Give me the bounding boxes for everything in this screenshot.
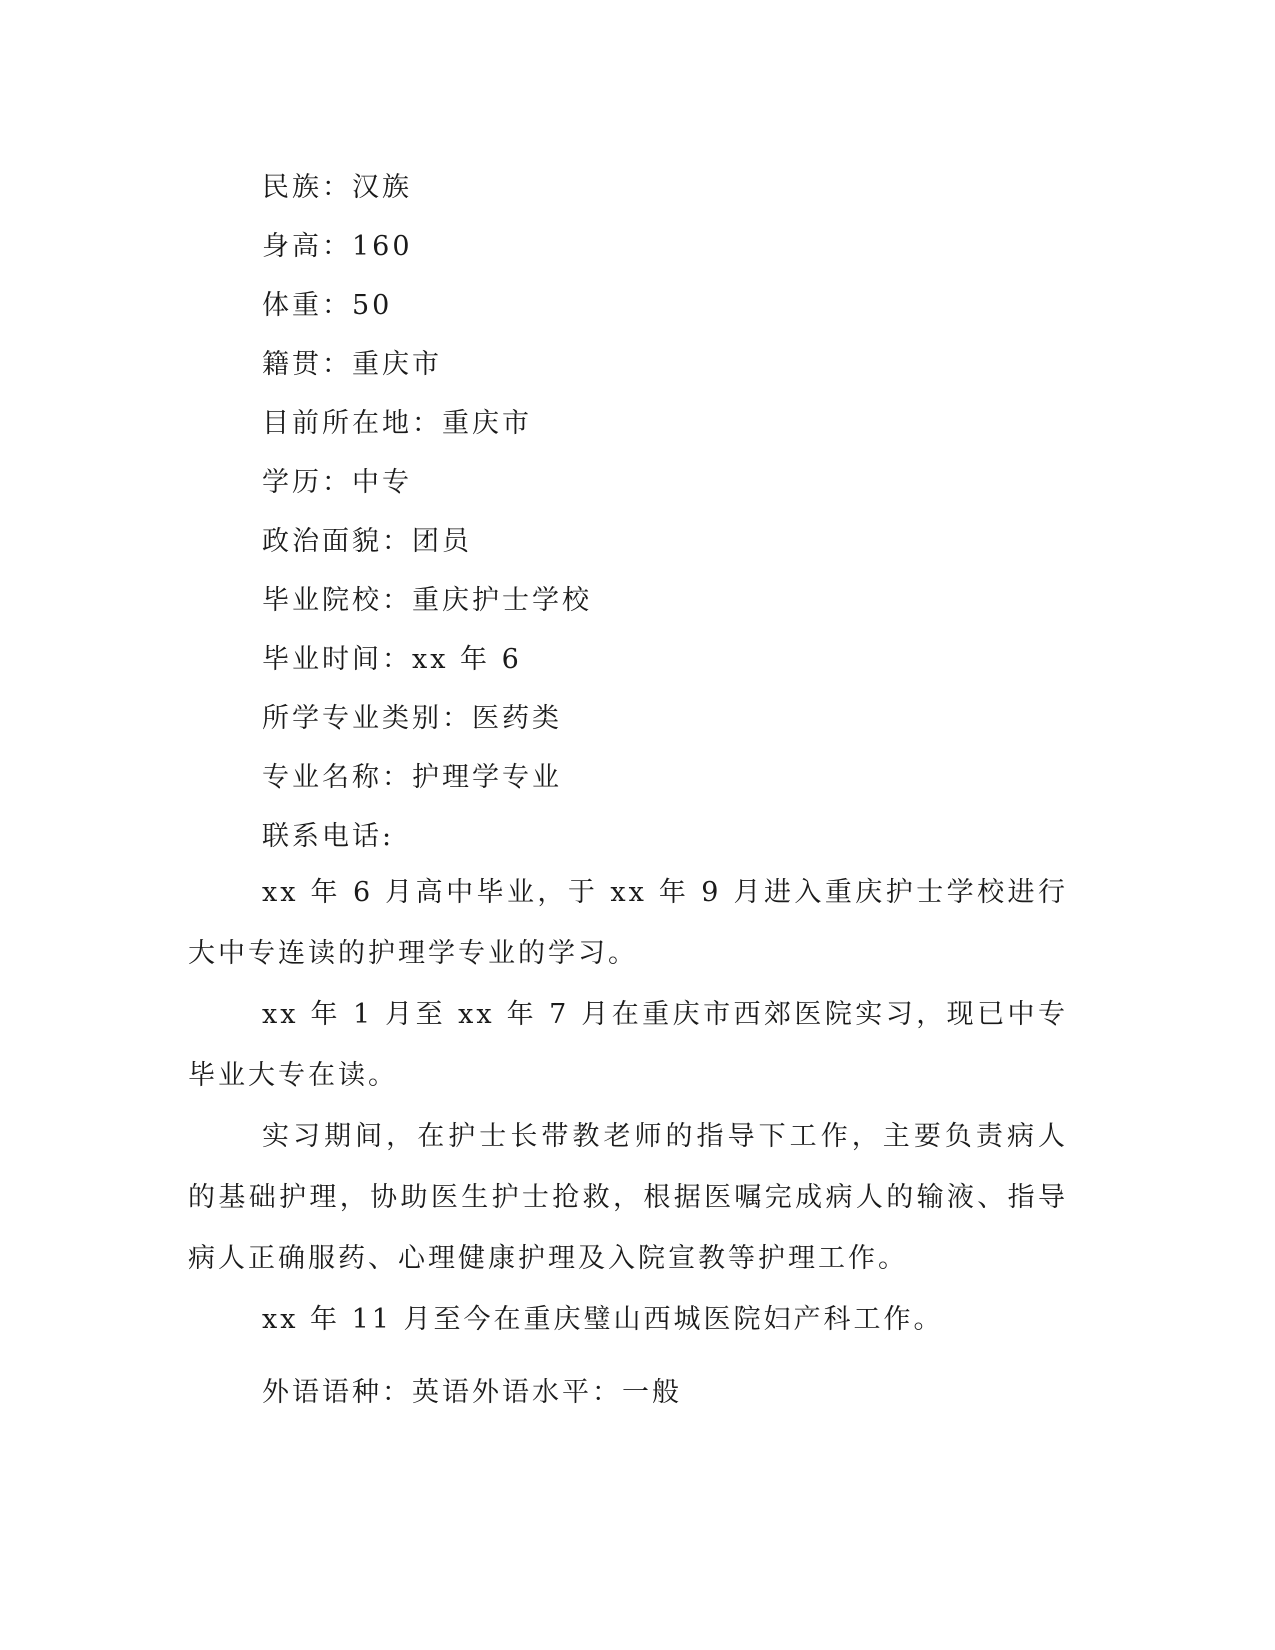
field-value: 团员	[412, 526, 472, 557]
field-separator: :	[382, 821, 395, 852]
field-label: 毕业院校	[262, 585, 382, 616]
field-label: 民族	[262, 172, 322, 203]
field-value: 重庆市	[442, 408, 532, 439]
field-major-name	[262, 760, 562, 796]
field-separator: ：	[382, 762, 412, 793]
field-value: 50	[352, 290, 393, 321]
field-major-category	[262, 701, 562, 737]
field-school	[262, 583, 592, 619]
field-value: 160	[352, 231, 413, 262]
field-separator: ：	[382, 644, 412, 675]
field-value: 重庆市	[352, 349, 442, 380]
paragraph-education-history: xx 年 6 月高中毕业，于 xx 年 9 月进入重庆护士学校进行大中专连读的护理学专业的学习。	[188, 877, 1068, 969]
field-label: 身高	[262, 231, 322, 262]
field-native-place	[262, 347, 442, 383]
field-label: 体重	[262, 290, 322, 321]
field-label: 毕业时间	[262, 644, 382, 675]
field-separator: ：	[322, 467, 352, 498]
field-label: 专业名称	[262, 762, 382, 793]
field-current-location	[262, 406, 532, 442]
field-height	[262, 229, 413, 265]
field-label: 学历	[262, 467, 322, 498]
field-value: 重庆护士学校	[412, 585, 592, 616]
field-label: 外语语种	[262, 1377, 382, 1408]
paragraph-current-work: xx 年 11 月至今在重庆璧山西城医院妇产科工作。	[262, 1304, 944, 1335]
field-separator: ：	[442, 703, 472, 734]
field-value: 中专	[352, 467, 412, 498]
field-value: xx 年 6	[412, 644, 522, 675]
field-label: 所学专业类别	[262, 703, 442, 734]
field-separator: ：	[322, 231, 352, 262]
field-value: 医药类	[472, 703, 562, 734]
field-weight	[262, 288, 392, 324]
field-separator: ：	[412, 408, 442, 439]
paragraph-internship: xx 年 1 月至 xx 年 7 月在重庆市西郊医院实习，现已中专毕业大专在读。	[188, 999, 1068, 1091]
field-political-status	[262, 524, 472, 560]
field-separator: ：	[382, 1377, 412, 1408]
field-ethnicity	[262, 170, 412, 206]
field-separator: ：	[322, 172, 352, 203]
field-value: 汉族	[352, 172, 412, 203]
field-value: 英语外语水平：一般	[412, 1377, 682, 1408]
field-label: 联系电话	[262, 821, 382, 852]
field-separator: ：	[322, 349, 352, 380]
field-foreign-language	[262, 1375, 682, 1411]
paragraph-internship-duties: 实习期间，在护士长带教老师的指导下工作，主要负责病人的基础护理，协助医生护士抢救，根据医嘱完成病人的输液、指导病人正确服药、心理健康护理及入院宣教等护理工作。	[188, 1121, 1068, 1274]
field-education	[262, 465, 412, 501]
field-graduation-time	[262, 642, 522, 678]
field-label: 政治面貌	[262, 526, 382, 557]
field-label: 籍贯	[262, 349, 322, 380]
field-separator: ：	[382, 526, 412, 557]
field-label: 目前所在地	[262, 408, 412, 439]
field-separator: ：	[382, 585, 412, 616]
field-separator: ：	[322, 290, 352, 321]
field-value: 护理学专业	[412, 762, 562, 793]
field-phone	[262, 819, 394, 855]
